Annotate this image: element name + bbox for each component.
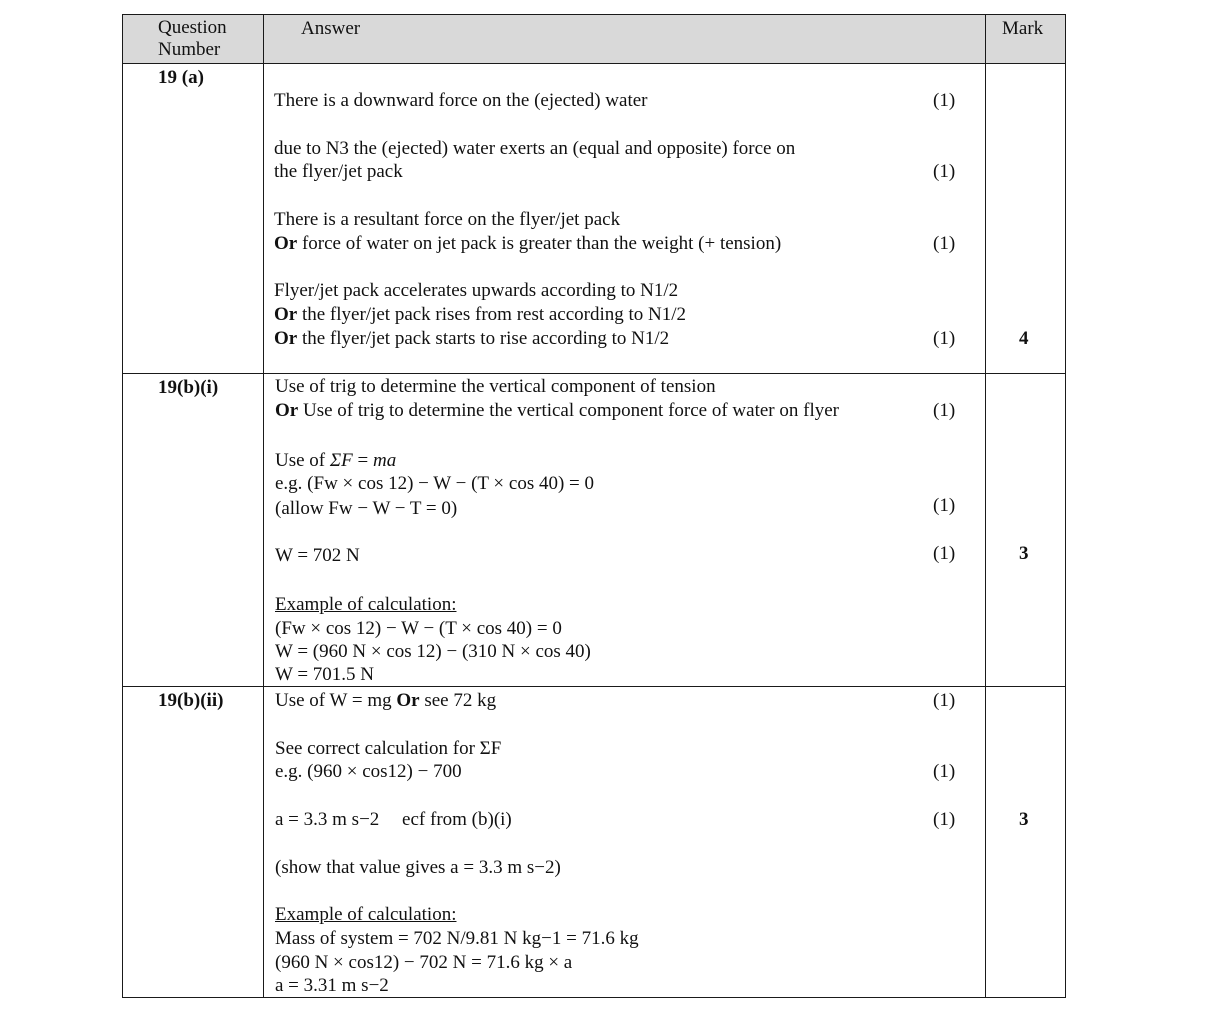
example-line: a = 3.31 m s−2 [275,975,389,996]
question-id-19a: 19 (a) [158,67,204,88]
mark-point: (1) [933,400,956,421]
answer-line: e.g. (Fw × cos 12) − W − (T × cos 40) = 0 [275,473,595,494]
header-mark: Mark [1002,18,1044,39]
answer-line [275,399,839,422]
or-keyword: Or [274,304,298,325]
mark-total-19bii: 3 [1019,809,1029,830]
example-heading: Example of calculation: [275,594,457,615]
answer-line: See correct calculation for ΣF [275,738,502,759]
answer-line: W = 702 N [275,545,360,566]
answer-line [274,327,669,350]
mark-point: (1) [933,233,956,254]
mark-total-19a: 4 [1019,328,1029,349]
answer-text: ecf from (b)(i) [402,809,512,830]
answer-line [274,232,781,255]
answer-line: Use of ΣF = ma [275,450,397,471]
mark-point: (1) [933,809,956,830]
answer-text: force of water on jet pack is greater than the weight (+ tension) [301,233,782,254]
column-divider-question [263,14,264,998]
answer-text: see 72 kg [424,690,497,711]
answer-line [275,689,496,712]
answer-text: Use of trig to determine the vertical component force of water on flyer [302,400,839,421]
example-line: (960 N × cos12) − 702 N = 71.6 kg × a [275,952,573,973]
mark-point: (1) [933,328,956,349]
column-divider-mark [985,14,986,998]
answer-text: a = 3.3 m s−2 [275,809,380,830]
table-left-border [122,14,123,998]
mark-point: (1) [933,690,956,711]
answer-line: There is a downward force on the (ejected) water [274,90,648,111]
or-keyword: Or [274,233,298,254]
mark-point: (1) [933,543,956,564]
answer-line: the flyer/jet pack [274,161,403,182]
answer-line: (show that value gives a = 3.3 m s−2) [275,857,561,878]
example-line: W = 701.5 N [275,664,375,685]
or-keyword: Or [275,400,299,421]
header-answer: Answer [301,18,361,39]
example-heading: Example of calculation: [275,904,457,925]
question-id-19bii: 19(b)(ii) [158,690,224,711]
example-line: (Fw × cos 12) − W − (T × cos 40) = 0 [275,618,562,639]
table-right-border [1065,14,1066,998]
mark-point: (1) [933,90,956,111]
answer-line: due to N3 the (ejected) water exerts an (equal and opposite) force on [274,138,796,159]
answer-line: e.g. (960 × cos12) − 700 [275,761,462,782]
answer-line [274,303,686,326]
answer-text: the flyer/jet pack starts to rise according to N1/2 [301,328,670,349]
mark-point: (1) [933,761,956,782]
or-keyword: Or [396,690,420,711]
example-line: W = (960 N × cos 12) − (310 N × cos 40) [275,641,591,662]
mark-total-19bi: 3 [1019,543,1029,564]
answer-text: Use of W = mg [275,690,392,711]
answer-line: Flyer/jet pack accelerates upwards according to N1/2 [274,280,679,301]
answer-line [275,808,512,831]
or-keyword: Or [274,328,298,349]
answer-line: There is a resultant force on the flyer/jet pack [274,209,621,230]
answer-line: Use of trig to determine the vertical component of tension [275,376,716,397]
answer-text: the flyer/jet pack rises from rest according to N1/2 [301,304,687,325]
header-question-number: Question Number [158,17,227,60]
mark-point: (1) [933,495,956,516]
mark-point: (1) [933,161,956,182]
question-id-19bi: 19(b)(i) [158,377,219,398]
example-line: Mass of system = 702 N/9.81 N kg−1 = 71.6 kg [275,928,639,949]
answer-line: (allow Fw − W − T = 0) [275,498,458,519]
